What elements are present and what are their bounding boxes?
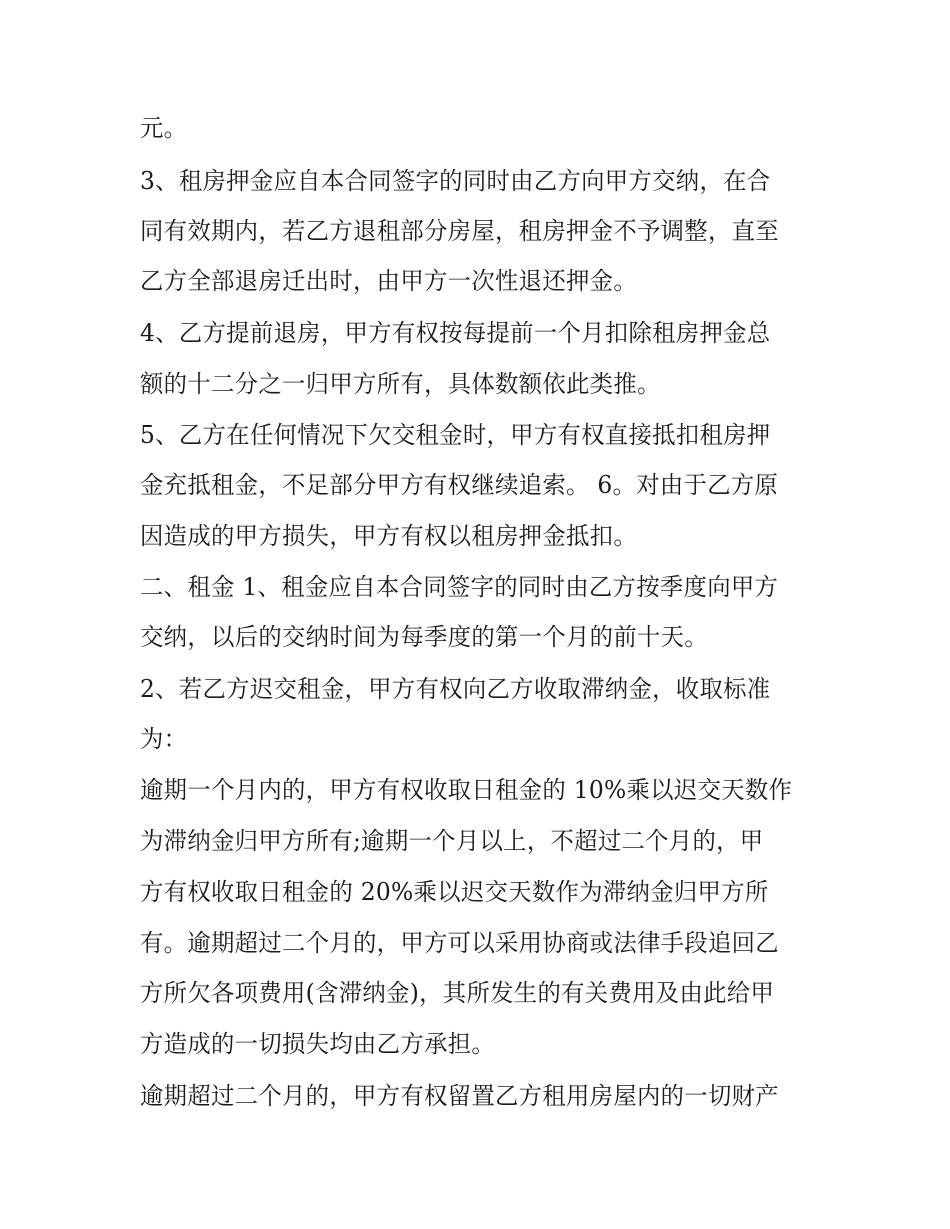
text-line: 金充抵租金，不足部分甲方有权继续追索。 6。对由于乙方原 (140, 471, 779, 499)
text-line: 3、租房押金应自本合同签字的同时由乙方向甲方交纳，在合 (140, 167, 771, 195)
text-line: 方有权收取日租金的 20%乘以迟交天数作为滞纳金归甲方所 (140, 878, 769, 906)
text-line: 4、乙方提前退房，甲方有权按每提前一个月扣除租房押金总 (140, 319, 771, 347)
text-line: 二、租金 1、租金应自本合同签字的同时由乙方按季度向甲方 (140, 573, 779, 601)
text-line: 有。逾期超过二个月的，甲方可以采用协商或法律手段追回乙 (140, 929, 779, 957)
text-line: 因造成的甲方损失，甲方有权以租房押金抵扣。 (140, 522, 637, 550)
text-line: 逾期超过二个月的，甲方有权留置乙方租用房屋内的一切财产 (140, 1082, 779, 1110)
text-line: 方所欠各项费用(含滞纳金)，其所发生的有关费用及由此给甲 (140, 979, 775, 1007)
text-line: 方造成的一切损失均由乙方承担。 (140, 1030, 495, 1058)
text-line: 逾期一个月内的，甲方有权收取日租金的 10%乘以迟交天数作 (140, 776, 793, 804)
text-line: 2、若乙方迟交租金，甲方有权向乙方收取滞纳金，收取标准 (140, 675, 771, 703)
text-line: 为： (140, 725, 188, 753)
text-line: 额的十二分之一归甲方所有，具体数额依此类推。 (140, 370, 661, 398)
text-line: 元。 (140, 114, 188, 142)
text-line: 乙方全部退房迁出时，由甲方一次性退还押金。 (140, 267, 637, 295)
text-line: 同有效期内，若乙方退租部分房屋，租房押金不予调整，直至 (140, 217, 779, 245)
text-line: 交纳，以后的交纳时间为每季度的第一个月的前十天。 (140, 623, 708, 651)
text-line: 5、乙方在任何情况下欠交租金时，甲方有权直接抵扣租房押 (140, 421, 771, 449)
text-line: 为滞纳金归甲方所有;逾期一个月以上，不超过二个月的，甲 (140, 827, 764, 855)
